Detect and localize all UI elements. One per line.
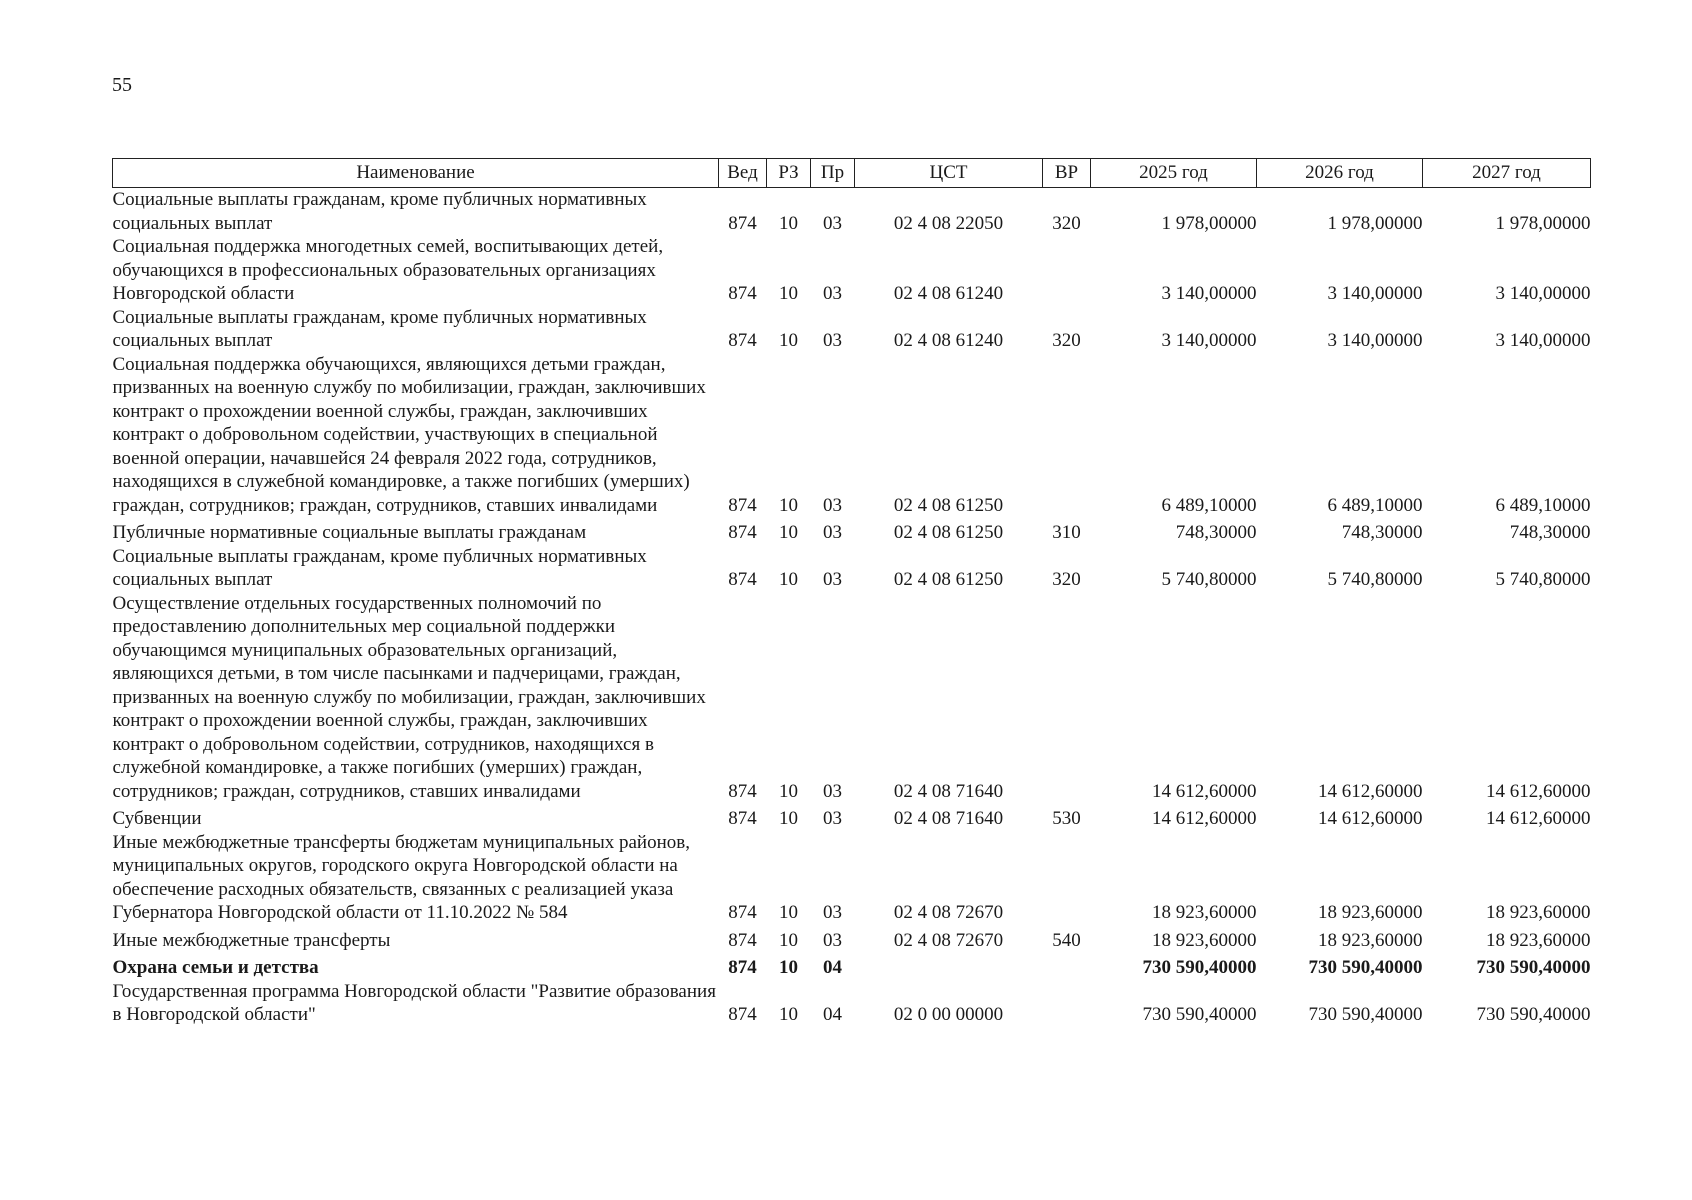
header-2026: 2026 год [1257, 159, 1423, 188]
row-ved: 874 [728, 1004, 757, 1025]
row-vr: 310 [1052, 522, 1081, 543]
budget-table [112, 158, 1591, 1027]
row-2027: 18 923,60000 [1486, 929, 1591, 951]
row-pr: 03 [823, 330, 842, 351]
row-vr: 320 [1052, 569, 1081, 590]
header-2025: 2025 год [1091, 159, 1257, 188]
row-2025: 3 140,00000 [1161, 283, 1257, 304]
row-cst: 02 4 08 61250 [893, 569, 1004, 590]
row-rz: 10 [779, 1004, 798, 1025]
row-2027: 5 740,80000 [1495, 569, 1591, 590]
row-ved: 874 [728, 494, 757, 516]
row-ved: 874 [728, 902, 757, 923]
row-pr: 03 [823, 780, 842, 802]
row-name: Социальные выплаты гражданам, кроме публичных нормативных социальных выплат [112, 545, 647, 590]
row-rz: 10 [779, 330, 798, 351]
row-name: Субвенции [112, 808, 202, 829]
row-vr: 320 [1052, 330, 1081, 351]
row-2025: 1 978,00000 [1161, 212, 1257, 234]
row-2025: 730 590,40000 [1142, 1004, 1257, 1025]
row-cst: 02 0 00 00000 [893, 1004, 1004, 1025]
header-cst: ЦСТ [855, 159, 1043, 188]
row-2027: 748,30000 [1509, 522, 1591, 543]
row-2026: 730 590,40000 [1308, 957, 1423, 978]
row-name: Социальная поддержка многодетных семей, воспитывающих детей, обучающихся в профессиональных образовательных организациях Новгородской области [112, 236, 664, 304]
header-ved: Вед [719, 159, 767, 188]
row-2027: 3 140,00000 [1495, 330, 1591, 351]
row-2026: 730 590,40000 [1308, 1004, 1423, 1025]
row-name: Государственная программа Новгородской области "Развитие образования в Новгородской области" [112, 980, 716, 1025]
row-cst: 02 4 08 22050 [893, 212, 1004, 234]
row-2027: 730 590,40000 [1476, 957, 1591, 978]
row-ved: 874 [728, 330, 757, 351]
table-row [113, 517, 1591, 545]
row-cst [855, 952, 1043, 980]
header-rz: РЗ [767, 159, 811, 188]
row-vr: 530 [1052, 808, 1081, 829]
row-pr: 04 [823, 1004, 842, 1025]
row-pr: 03 [823, 283, 842, 304]
row-2025: 6 489,10000 [1161, 494, 1257, 516]
row-rz: 10 [779, 494, 798, 516]
header-name: Наименование [113, 159, 719, 188]
row-2026: 3 140,00000 [1327, 283, 1423, 304]
row-vr: 320 [1052, 212, 1081, 234]
row-2027: 6 489,10000 [1495, 494, 1591, 516]
row-rz: 10 [779, 780, 798, 802]
row-rz: 10 [779, 569, 798, 590]
row-vr [1043, 831, 1091, 925]
row-cst: 02 4 08 61250 [893, 494, 1004, 516]
row-2026: 3 140,00000 [1327, 330, 1423, 351]
row-2027: 18 923,60000 [1486, 902, 1591, 923]
row-vr: 540 [1052, 929, 1081, 951]
row-rz: 10 [779, 957, 798, 978]
header-pr: Пр [811, 159, 855, 188]
row-2026: 18 923,60000 [1318, 929, 1423, 951]
table-row [113, 831, 1591, 925]
row-cst: 02 4 08 72670 [893, 929, 1004, 951]
row-2026: 14 612,60000 [1318, 808, 1423, 829]
page-number: 55 [112, 74, 132, 96]
row-name: Социальные выплаты гражданам, кроме публичных нормативных социальных выплат [112, 306, 647, 351]
row-vr [1043, 353, 1091, 518]
table-row [113, 188, 1591, 236]
row-name: Осуществление отдельных государственных полномочий по предоставлению дополнительных мер социальной поддержки обучающимся муниципальных образовательных организаций, являющихся детьми, в том числе пасынками и падчерицами, граждан, призванных на военную службу по мобилизации, граждан, заключивших контракт о прохождении военной службы, граждан, заключивших контракт о добровольном содействии, сотрудников, находящихся в служебной командировке, а также погибших (умерших) граждан, сотрудников; граждан, сотрудников, ставших инвалидами [112, 592, 706, 802]
row-vr [1043, 980, 1091, 1027]
row-2025: 18 923,60000 [1152, 929, 1257, 951]
row-cst: 02 4 08 61240 [893, 330, 1004, 351]
row-2027: 3 140,00000 [1495, 283, 1591, 304]
row-2026: 18 923,60000 [1318, 902, 1423, 923]
row-rz: 10 [779, 808, 798, 829]
row-2025: 748,30000 [1175, 522, 1257, 543]
row-ved: 874 [728, 957, 757, 978]
table-row [113, 235, 1591, 306]
table-row-section [113, 952, 1591, 980]
row-rz: 10 [779, 929, 798, 951]
table-header-row [113, 159, 1591, 188]
row-name: Иные межбюджетные трансферты [112, 929, 391, 951]
row-2026: 14 612,60000 [1318, 780, 1423, 802]
row-pr: 03 [823, 902, 842, 923]
table-row [113, 353, 1591, 518]
row-ved: 874 [728, 522, 757, 543]
row-pr: 04 [823, 957, 842, 978]
row-ved: 874 [728, 780, 757, 802]
row-ved: 874 [728, 212, 757, 234]
row-name: Иные межбюджетные трансферты бюджетам муниципальных районов, муниципальных округов, городского округа Новгородской области на обеспечение расходных обязательств, связанных с реализацией указа Губернатора Новгородской области от 11.10.2022 № 584 [112, 831, 690, 923]
row-pr: 03 [823, 212, 842, 234]
header-vr: ВР [1043, 159, 1091, 188]
row-vr [1043, 592, 1091, 804]
row-name: Охрана семьи и детства [112, 957, 319, 978]
table-row [113, 925, 1591, 953]
row-rz: 10 [779, 902, 798, 923]
row-2025: 3 140,00000 [1161, 330, 1257, 351]
row-ved: 874 [728, 929, 757, 951]
row-cst: 02 4 08 61240 [893, 283, 1004, 304]
row-name: Социальная поддержка обучающихся, являющихся детьми граждан, призванных на военную службу по мобилизации, граждан, заключивших контракт о прохождении военной службы, граждан, заключивших контракт о добровольном содействии, участвующих в специальной военной операции, начавшейся 24 февраля 2022 года, сотрудников, находящихся в служебной командировке, а также погибших (умерших) граждан, сотрудников; граждан, сотрудников, ставших инвалидами [112, 353, 706, 516]
row-2025: 18 923,60000 [1152, 902, 1257, 923]
row-2027: 14 612,60000 [1486, 808, 1591, 829]
row-ved: 874 [728, 283, 757, 304]
row-name: Социальные выплаты гражданам, кроме публичных нормативных социальных выплат [112, 189, 647, 234]
row-2027: 14 612,60000 [1486, 780, 1591, 802]
row-2027: 1 978,00000 [1495, 212, 1591, 234]
table-row [113, 592, 1591, 804]
row-rz: 10 [779, 283, 798, 304]
row-cst: 02 4 08 61250 [893, 522, 1004, 543]
row-rz: 10 [779, 212, 798, 234]
row-name: Публичные нормативные социальные выплаты гражданам [112, 522, 587, 543]
table-row [113, 980, 1591, 1027]
row-cst: 02 4 08 71640 [893, 780, 1004, 802]
table-row [113, 306, 1591, 353]
row-cst: 02 4 08 72670 [893, 902, 1004, 923]
row-pr: 03 [823, 929, 842, 951]
table-row [113, 545, 1591, 592]
row-rz: 10 [779, 522, 798, 543]
row-pr: 03 [823, 522, 842, 543]
row-2025: 730 590,40000 [1142, 957, 1257, 978]
row-pr: 03 [823, 494, 842, 516]
row-2027: 730 590,40000 [1476, 1004, 1591, 1025]
row-ved: 874 [728, 569, 757, 590]
row-pr: 03 [823, 808, 842, 829]
row-2026: 6 489,10000 [1327, 494, 1423, 516]
header-2027: 2027 год [1423, 159, 1591, 188]
row-2026: 748,30000 [1341, 522, 1423, 543]
row-vr [1043, 952, 1091, 980]
row-ved: 874 [728, 808, 757, 829]
row-2025: 14 612,60000 [1152, 780, 1257, 802]
row-2026: 1 978,00000 [1327, 212, 1423, 234]
row-vr [1043, 235, 1091, 306]
row-pr: 03 [823, 569, 842, 590]
row-2026: 5 740,80000 [1327, 569, 1423, 590]
row-2025: 5 740,80000 [1161, 569, 1257, 590]
row-2025: 14 612,60000 [1152, 808, 1257, 829]
row-cst: 02 4 08 71640 [893, 808, 1004, 829]
table-row [113, 803, 1591, 831]
